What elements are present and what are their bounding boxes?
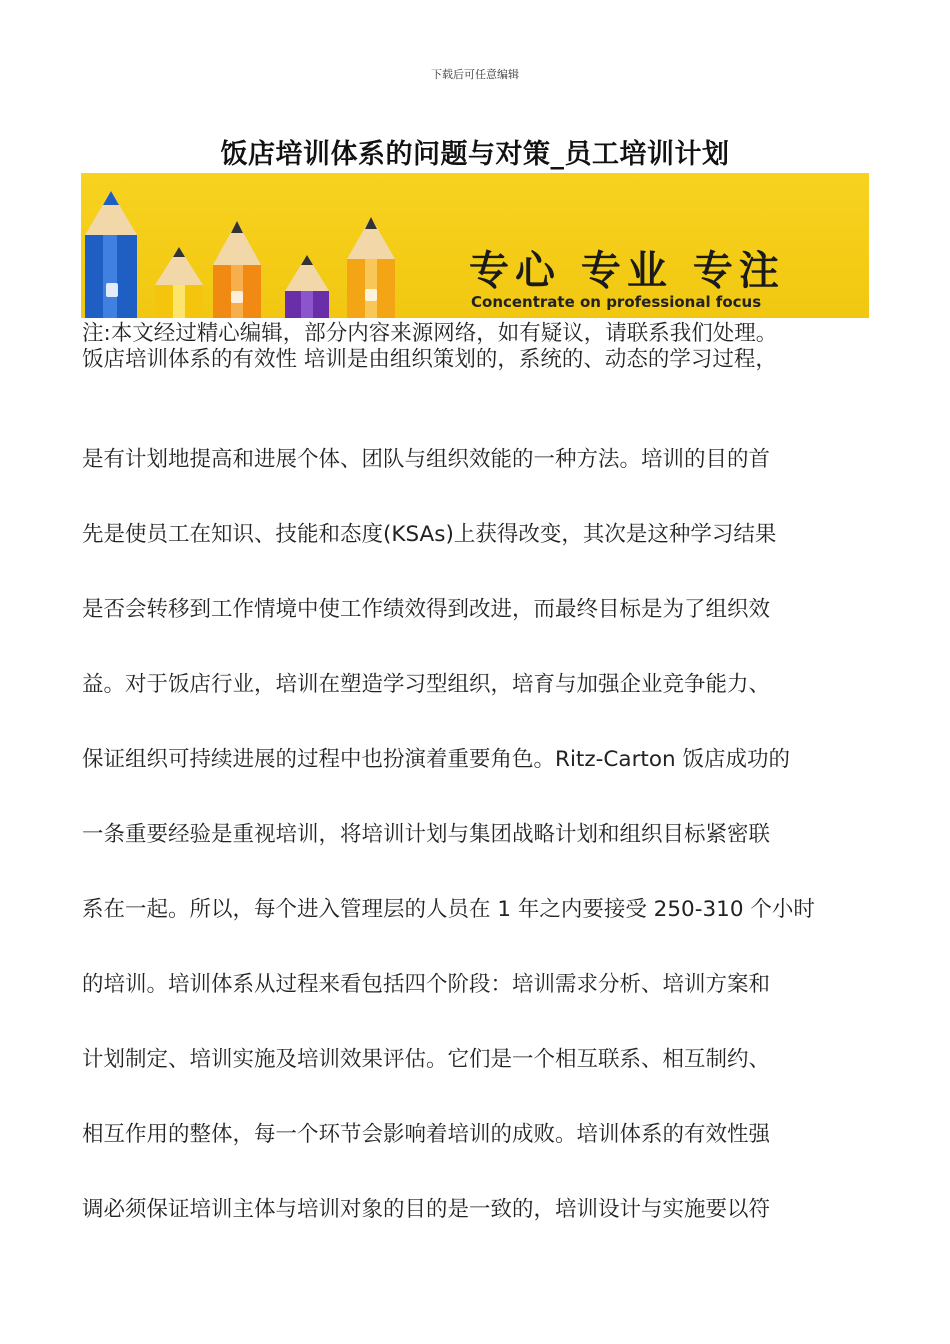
body-line: 的培训。培训体系从过程来看包括四个阶段：培训需求分析、培训方案和 (82, 972, 771, 997)
body-paragraph (82, 422, 872, 1247)
document-body (82, 321, 872, 1247)
body-line: 计划制定、培训实施及培训效果评估。它们是一个相互联系、相互制约、 (82, 1047, 771, 1072)
banner-subtitle: Concentrate on professional focus (471, 293, 762, 311)
editorial-note: 注:本文经过精心编辑，部分内容来源网络，如有疑议，请联系我们处理。 (82, 321, 778, 346)
body-line: 系在一起。所以，每个进入管理层的人员在 1 年之内要接受 250-310 个小时 (82, 897, 815, 922)
body-line: 相互作用的整体，每一个环节会影响着培训的成败。培训体系的有效性强 (82, 1122, 771, 1147)
body-line: 保证组织可持续进展的过程中也扮演着重要角色。Ritz-Carton 饭店成功的 (82, 747, 790, 772)
body-line: 是否会转移到工作情境中使工作绩效得到改进，而最终目标是为了组织效 (82, 597, 771, 622)
body-line: 调必须保证培训主体与培训对象的目的是一致的，培训设计与实施要以符 (82, 1197, 771, 1222)
intro-line: 饭店培训体系的有效性 培训是由组织策划的，系统的、动态的学习过程， (82, 347, 777, 372)
header-note: 下载后可任意编辑 (431, 68, 519, 81)
body-line: 先是使员工在知识、技能和态度(KSAs)上获得改变，其次是这种学习结果 (82, 522, 777, 547)
body-line: 益。对于饭店行业，培训在塑造学习型组织，培育与加强企业竞争能力、 (82, 672, 771, 697)
body-line: 是有计划地提高和进展个体、团队与组织效能的一种方法。培训的目的首 (82, 447, 771, 472)
body-line: 一条重要经验是重视培训，将培训计划与集团战略计划和组织目标紧密联 (82, 822, 771, 847)
banner-image (81, 173, 869, 318)
document-title: 饭店培训体系的问题与对策_员工培训计划 (220, 139, 730, 170)
banner-slogan: 专心 专业 专注 (469, 248, 785, 294)
